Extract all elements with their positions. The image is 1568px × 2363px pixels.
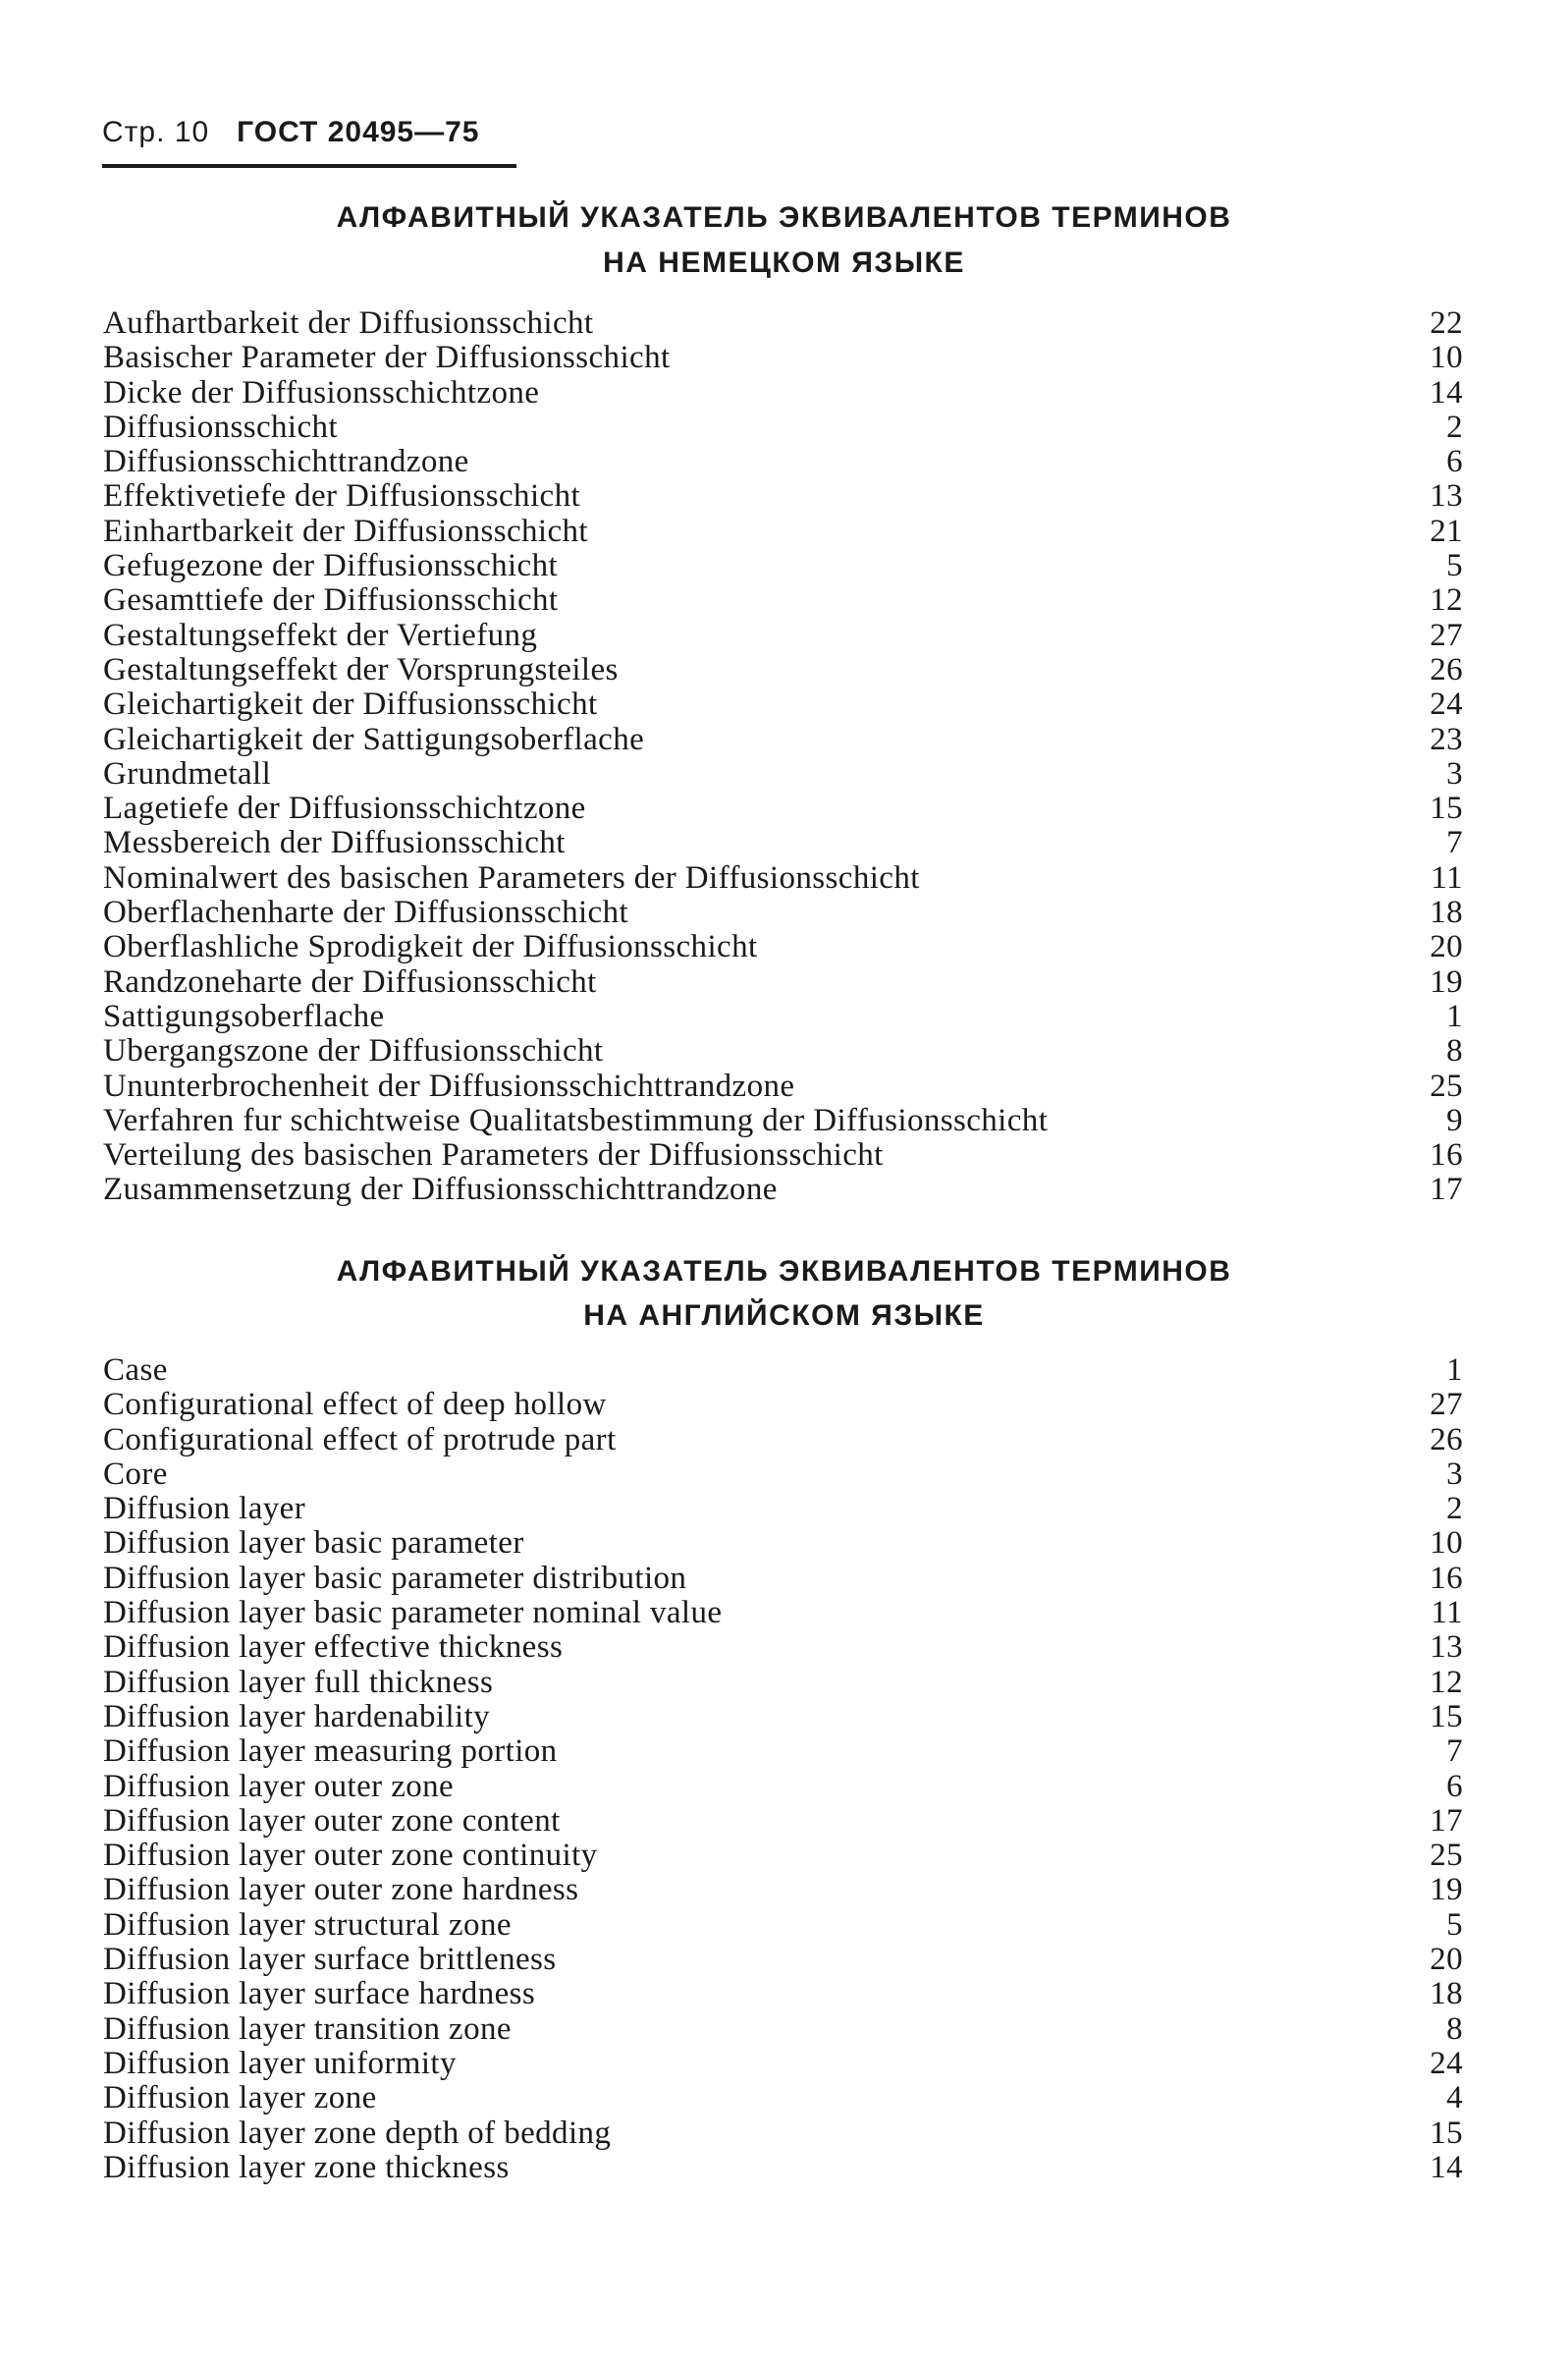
index-number: 25	[1430, 1838, 1463, 1874]
index-term: Gestaltungseffekt der Vorsprungsteiles	[103, 651, 619, 687]
index-term: Diffusion layer	[103, 1491, 306, 1527]
index-entry	[103, 1630, 1463, 1665]
index-entry	[103, 1457, 1463, 1492]
index-entry	[103, 1666, 1463, 1700]
index-entry	[103, 1873, 1463, 1907]
index-number: 17	[1430, 1802, 1463, 1839]
index-entry	[103, 930, 1463, 964]
index-term: Basischer Parameter der Diffusionsschicht	[103, 340, 671, 376]
index-term: Ununterbrochenheit der Diffusionsschichttrandzone	[103, 1068, 795, 1104]
german-index-list	[103, 306, 1463, 1208]
index-term: Diffusion layer basic parameter distribution	[103, 1560, 687, 1596]
index-entry	[103, 1562, 1463, 1596]
index-entry	[103, 1700, 1463, 1734]
index-entry	[103, 1770, 1463, 1804]
index-entry	[103, 1173, 1463, 1207]
index-number: 27	[1430, 1387, 1463, 1423]
index-entry	[103, 515, 1463, 549]
index-term: Einhartbarkeit der Diffusionsschicht	[103, 513, 588, 549]
index-number: 7	[1446, 825, 1463, 861]
index-number: 14	[1430, 2149, 1463, 2185]
index-term: Diffusion layer outer zone hardness	[103, 1872, 579, 1908]
index-entry	[103, 792, 1463, 826]
index-entry	[103, 1804, 1463, 1839]
index-term: Oberflashliche Sprodigkeit der Diffusionsschicht	[103, 929, 758, 965]
index-entry	[103, 653, 1463, 687]
english-section-title-line2: НА АНГЛИЙСКОМ ЯЗЫКЕ	[583, 1299, 985, 1332]
index-entry	[103, 1138, 1463, 1173]
index-term: Ubergangszone der Diffusionsschicht	[103, 1033, 604, 1070]
index-term: Verteilung des basischen Parameters der Diffusionsschicht	[103, 1137, 884, 1174]
index-term: Sattigungsoberflache	[103, 998, 385, 1034]
index-entry	[103, 1034, 1463, 1069]
index-term: Diffusion layer zone thickness	[103, 2149, 510, 2185]
index-entry	[103, 306, 1463, 341]
index-entry	[103, 1388, 1463, 1422]
index-entry	[103, 1353, 1463, 1388]
index-number: 12	[1430, 582, 1463, 619]
index-entry	[103, 1000, 1463, 1034]
index-entry	[103, 619, 1463, 653]
index-term: Grundmetall	[103, 755, 272, 792]
standard-code: ГОСТ 20495—75	[237, 116, 480, 148]
index-term: Messbereich der Diffusionsschicht	[103, 825, 566, 861]
index-term: Dicke der Diffusionsschichtzone	[103, 374, 540, 411]
index-entry	[103, 1908, 1463, 1943]
index-term: Diffusion layer basic parameter	[103, 1525, 524, 1562]
index-term: Gestaltungseffekt der Vertiefung	[103, 617, 538, 653]
index-term: Diffusion layer basic parameter nominal value	[103, 1595, 723, 1631]
index-entry	[103, 549, 1463, 583]
index-number: 12	[1430, 1664, 1463, 1700]
index-number: 3	[1446, 1456, 1463, 1492]
index-entry	[103, 2151, 1463, 2185]
index-term: Zusammensetzung der Diffusionsschichttrandzone	[103, 1172, 778, 1208]
index-number: 20	[1430, 1942, 1463, 1978]
index-term: Diffusion layer uniformity	[103, 2045, 457, 2081]
index-term: Diffusion layer outer zone content	[103, 1802, 561, 1839]
index-entry	[103, 826, 1463, 860]
index-term: Diffusion layer transition zone	[103, 2010, 512, 2047]
index-number: 1	[1446, 1352, 1463, 1388]
index-term: Gleichartigkeit der Sattigungsoberflache	[103, 721, 645, 757]
header-rule	[102, 164, 516, 168]
index-entry	[103, 1943, 1463, 1977]
index-number: 10	[1430, 1525, 1463, 1562]
index-number: 7	[1446, 1733, 1463, 1770]
index-number: 5	[1446, 1906, 1463, 1943]
index-number: 15	[1430, 2115, 1463, 2151]
index-number: 4	[1446, 2080, 1463, 2116]
index-term: Randzoneharte der Diffusionsschicht	[103, 963, 597, 1000]
index-term: Diffusion layer outer zone continuity	[103, 1838, 598, 1874]
index-term: Diffusion layer surface hardness	[103, 1976, 536, 2012]
index-entry	[103, 2081, 1463, 2116]
index-term: Effektivetiefe der Diffusionsschicht	[103, 478, 581, 515]
index-entry	[103, 1526, 1463, 1561]
index-number: 15	[1430, 1698, 1463, 1734]
index-number: 2	[1446, 1491, 1463, 1527]
index-number: 11	[1431, 859, 1463, 896]
index-entry	[103, 1596, 1463, 1630]
index-number: 27	[1430, 617, 1463, 653]
index-number: 24	[1430, 2045, 1463, 2081]
index-term: Gleichartigkeit der Diffusionsschicht	[103, 687, 598, 723]
index-term: Configurational effect of protrude part	[103, 1421, 617, 1457]
index-number: 18	[1430, 1976, 1463, 2012]
index-number: 23	[1430, 721, 1463, 757]
index-term: Aufhartbarkeit der Diffusionsschicht	[103, 305, 594, 341]
index-number: 8	[1446, 2010, 1463, 2047]
index-number: 26	[1430, 651, 1463, 687]
index-number: 3	[1446, 755, 1463, 792]
index-number: 26	[1430, 1421, 1463, 1457]
index-entry	[103, 479, 1463, 514]
index-entry	[103, 411, 1463, 445]
index-number: 13	[1430, 1629, 1463, 1666]
page-header	[102, 116, 480, 149]
english-index-list	[103, 1353, 1463, 2185]
index-term: Gefugezone der Diffusionsschicht	[103, 548, 559, 584]
index-entry	[103, 861, 1463, 896]
index-entry	[103, 2116, 1463, 2151]
index-term: Diffusion layer zone depth of bedding	[103, 2115, 612, 2151]
index-term: Diffusion layer structural zone	[103, 1906, 512, 1943]
index-entry	[103, 445, 1463, 479]
index-term: Diffusion layer full thickness	[103, 1664, 494, 1700]
index-number: 20	[1430, 929, 1463, 965]
index-number: 22	[1430, 305, 1463, 341]
english-section-title-line1: АЛФАВИТНЫЙ УКАЗАТЕЛЬ ЭКВИВАЛЕНТОВ ТЕРМИНОВ	[336, 1255, 1232, 1288]
index-number: 15	[1430, 791, 1463, 827]
index-number: 19	[1430, 1872, 1463, 1908]
index-term: Case	[103, 1352, 168, 1388]
index-number: 25	[1430, 1068, 1463, 1104]
index-term: Lagetiefe der Diffusionsschichtzone	[103, 791, 586, 827]
index-number: 17	[1430, 1172, 1463, 1208]
index-entry	[103, 757, 1463, 792]
index-number: 9	[1446, 1102, 1463, 1138]
index-entry	[103, 1839, 1463, 1873]
index-term: Diffusionsschichttrandzone	[103, 444, 469, 480]
index-term: Diffusion layer zone	[103, 2080, 377, 2116]
index-entry	[103, 2047, 1463, 2081]
index-number: 10	[1430, 340, 1463, 376]
index-term: Nominalwert des basischen Parameters der Diffusionsschicht	[103, 859, 920, 896]
index-term: Gesamttiefe der Diffusionsschicht	[103, 582, 559, 619]
index-entry	[103, 723, 1463, 757]
index-entry	[103, 965, 1463, 1000]
index-number: 18	[1430, 895, 1463, 931]
index-number: 21	[1430, 513, 1463, 549]
index-entry	[103, 687, 1463, 722]
index-number: 6	[1446, 444, 1463, 480]
index-number: 19	[1430, 963, 1463, 1000]
index-number: 13	[1430, 478, 1463, 515]
index-term: Diffusion layer hardenability	[103, 1698, 491, 1734]
index-term: Diffusion layer outer zone	[103, 1768, 455, 1804]
index-number: 24	[1430, 687, 1463, 723]
index-term: Verfahren fur schichtweise Qualitatsbestimmung der Diffusionsschicht	[103, 1102, 1049, 1138]
index-entry	[103, 1423, 1463, 1457]
index-entry	[103, 1977, 1463, 2011]
index-entry	[103, 2012, 1463, 2047]
index-number: 8	[1446, 1033, 1463, 1070]
index-number: 16	[1430, 1560, 1463, 1596]
index-number: 2	[1446, 409, 1463, 445]
index-entry	[103, 583, 1463, 618]
index-number: 6	[1446, 1768, 1463, 1804]
index-term: Diffusion layer measuring portion	[103, 1733, 558, 1770]
german-section-title-line2: НА НЕМЕЦКОМ ЯЗЫКЕ	[603, 247, 965, 279]
index-term: Oberflachenharte der Diffusionsschicht	[103, 895, 629, 931]
index-entry	[103, 896, 1463, 930]
index-number: 16	[1430, 1137, 1463, 1174]
index-number: 14	[1430, 374, 1463, 411]
index-entry	[103, 1734, 1463, 1769]
index-entry	[103, 1104, 1463, 1138]
index-number: 5	[1446, 548, 1463, 584]
index-entry	[103, 376, 1463, 411]
page-number: Стр. 10	[102, 116, 210, 148]
index-term: Configurational effect of deep hollow	[103, 1387, 607, 1423]
index-term: Diffusion layer effective thickness	[103, 1629, 564, 1666]
index-number: 1	[1446, 998, 1463, 1034]
index-entry	[103, 1070, 1463, 1104]
index-term: Core	[103, 1456, 168, 1492]
index-number: 11	[1431, 1595, 1463, 1631]
index-term: Diffusionsschicht	[103, 409, 339, 445]
index-entry	[103, 341, 1463, 375]
index-term: Diffusion layer surface brittleness	[103, 1942, 557, 1978]
index-entry	[103, 1492, 1463, 1526]
german-section-title-line1: АЛФАВИТНЫЙ УКАЗАТЕЛЬ ЭКВИВАЛЕНТОВ ТЕРМИНОВ	[336, 201, 1232, 234]
